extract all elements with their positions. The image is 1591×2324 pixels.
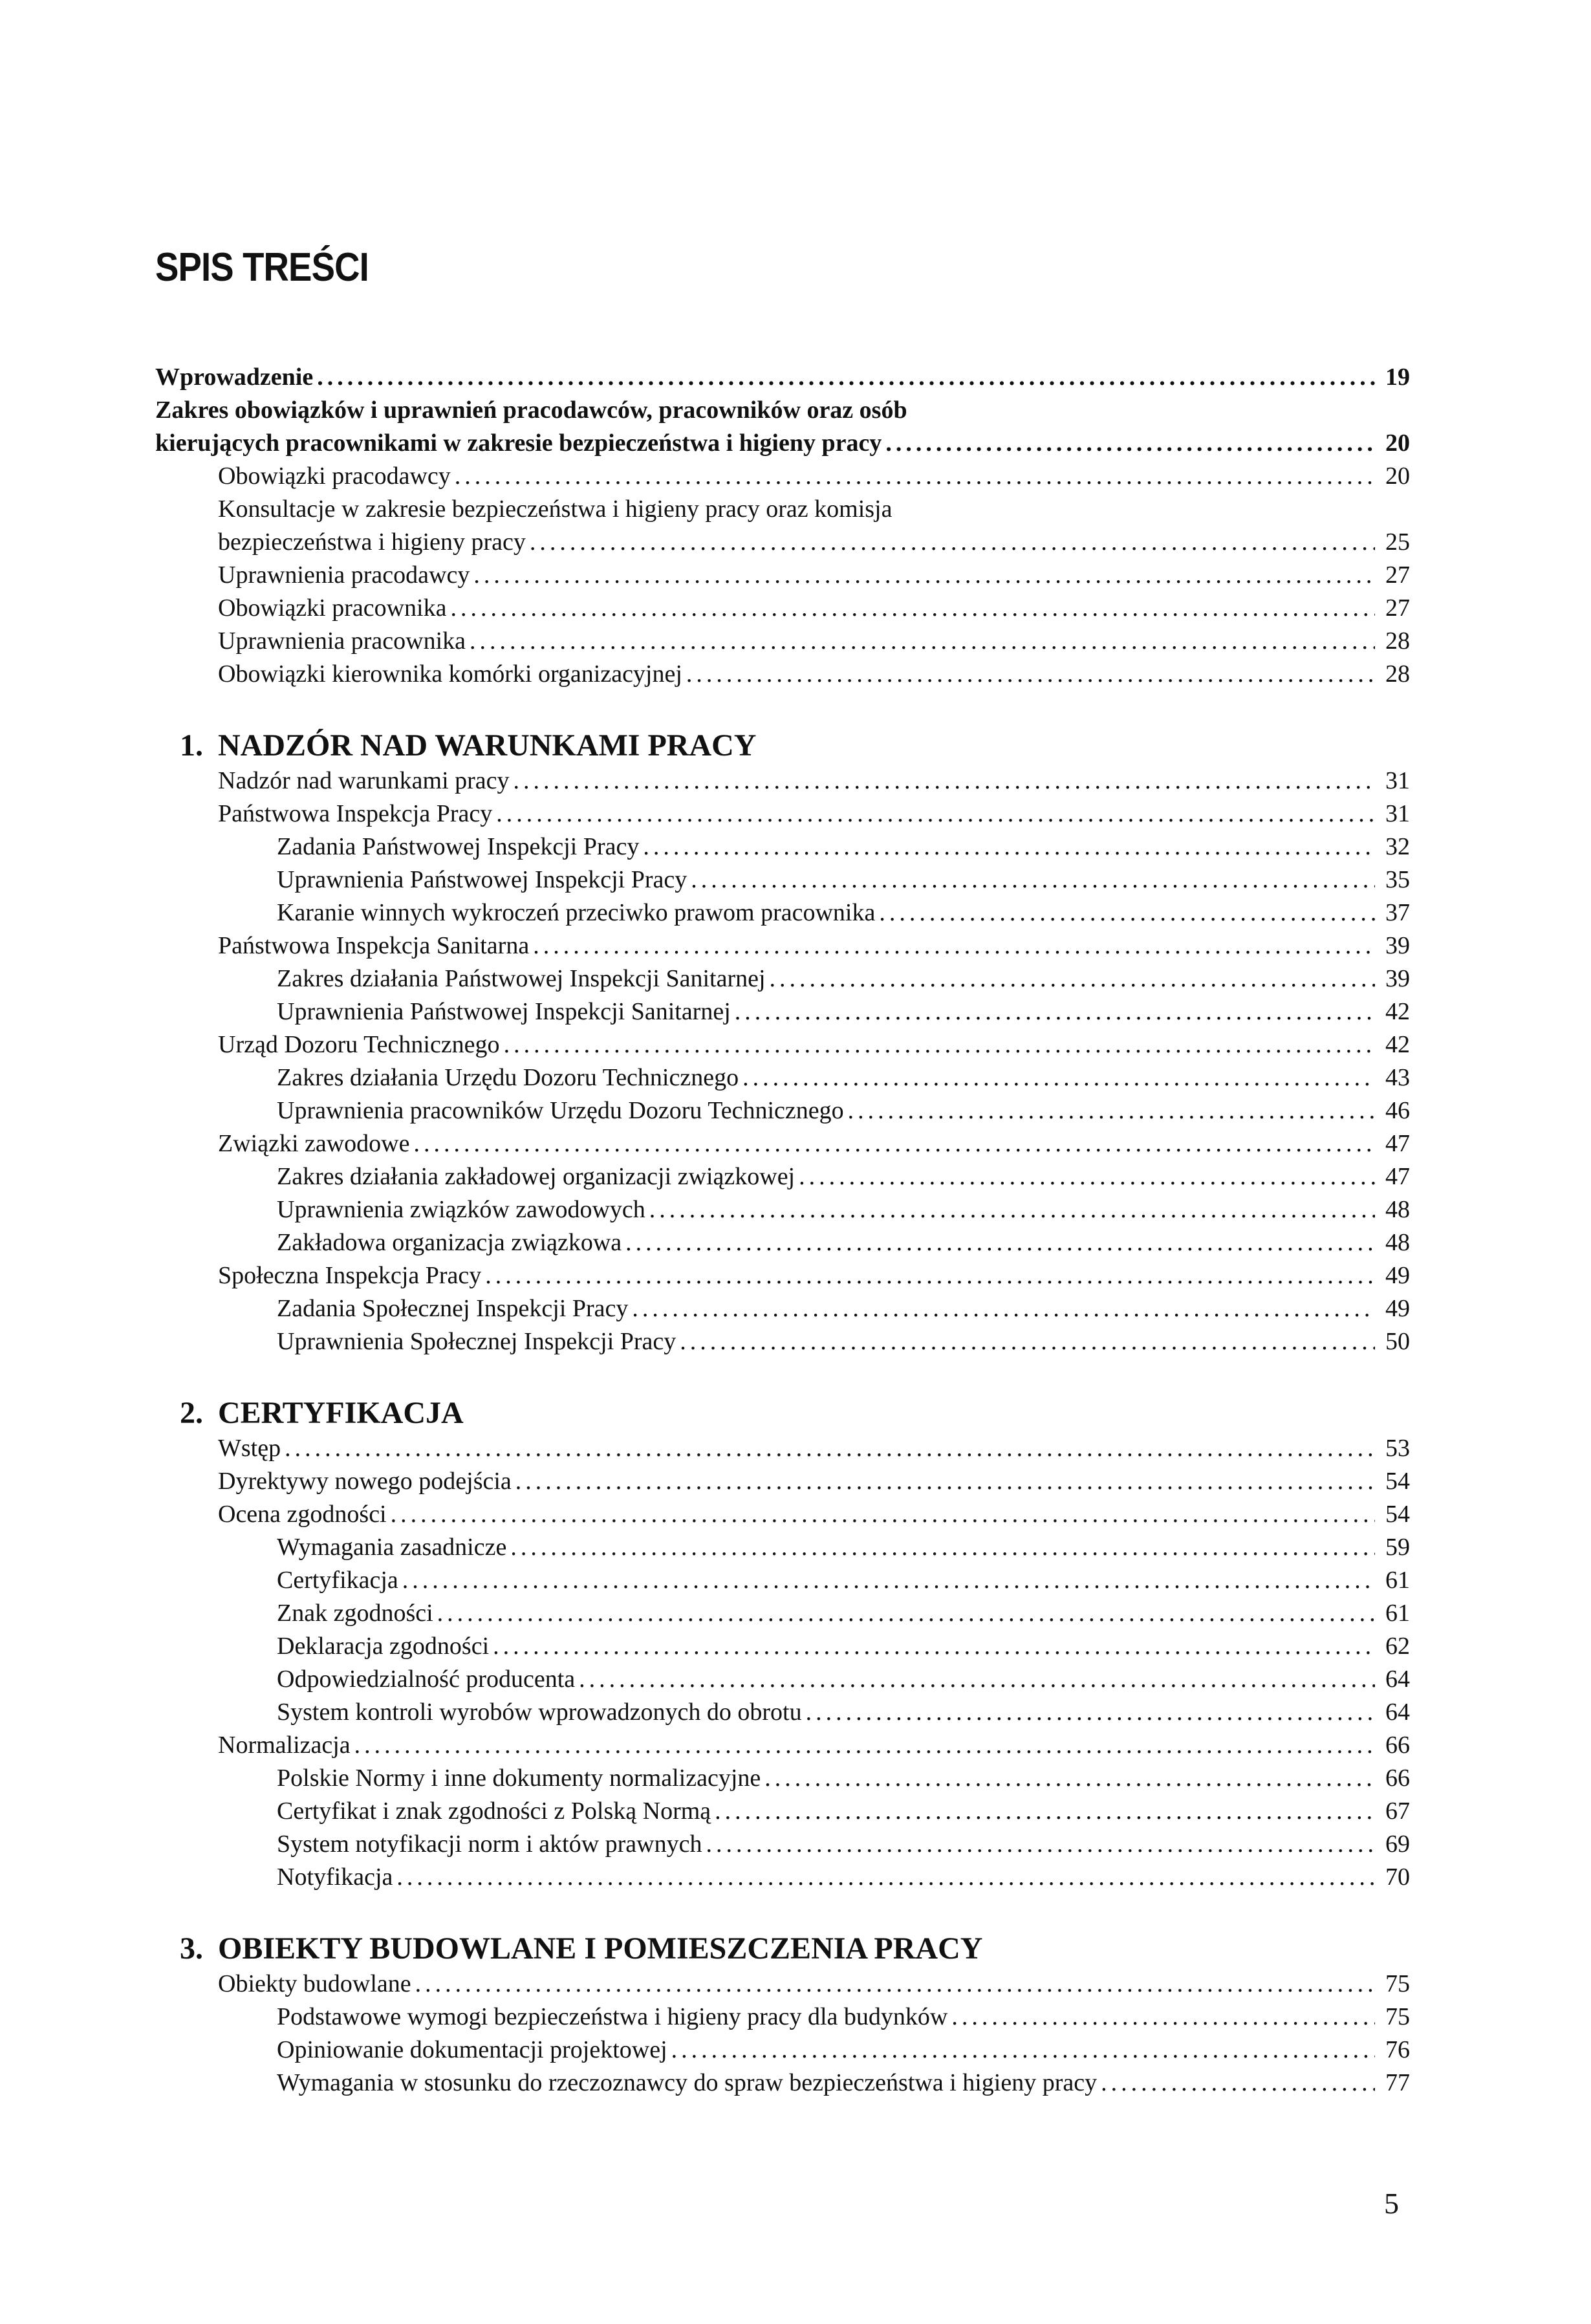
toc-entry[interactable]	[155, 427, 1410, 460]
dot-leader	[354, 1729, 1375, 1762]
dot-leader	[455, 460, 1375, 493]
toc-entry[interactable]	[155, 1465, 1410, 1498]
dot-leader	[715, 1795, 1375, 1828]
dot-leader	[1101, 2067, 1375, 2100]
toc-entry-page: 28	[1385, 627, 1410, 655]
dot-leader	[493, 1630, 1375, 1663]
dot-leader	[680, 1325, 1375, 1358]
dot-leader	[504, 1028, 1375, 1061]
dot-leader	[391, 1498, 1375, 1531]
toc-entry-page: 35	[1385, 866, 1410, 893]
dot-leader	[625, 1226, 1375, 1259]
toc-entry[interactable]	[155, 592, 1410, 625]
toc-entry-label: Zakres działania Urzędu Dozoru Technicznego	[277, 1064, 739, 1091]
dot-leader	[735, 995, 1375, 1028]
toc-entry-label: Certyfikat i znak zgodności z Polską Normą	[277, 1797, 711, 1825]
toc-entry[interactable]	[155, 1762, 1410, 1795]
toc-entry[interactable]	[155, 962, 1410, 995]
toc-entry-label: Obowiązki pracownika	[218, 594, 447, 622]
toc-entry-label: Wymagania zasadnicze	[277, 1534, 507, 1561]
dot-leader	[691, 863, 1375, 896]
toc-entry-page: 37	[1385, 899, 1410, 926]
toc-entry-page: 75	[1385, 1970, 1410, 1997]
toc-entry-label: Uprawnienia Społecznej Inspekcji Pracy	[277, 1328, 676, 1355]
toc-entry-label: Dyrektywy nowego podejścia	[218, 1468, 512, 1495]
toc-entry-page: 20	[1385, 462, 1410, 490]
dot-leader	[951, 2001, 1375, 2034]
toc-entry[interactable]	[155, 1226, 1410, 1259]
toc-entry-label: Społeczna Inspekcja Pracy	[218, 1262, 482, 1289]
toc-entry-page: 69	[1385, 1830, 1410, 1858]
toc-entry-label: Obiekty budowlane	[218, 1970, 411, 1997]
chapter-number: 1.	[180, 728, 203, 763]
toc-entry-page: 39	[1385, 932, 1410, 959]
table-of-contents	[155, 361, 1410, 2100]
dot-leader	[530, 526, 1375, 559]
toc-entry-label: Państwowa Inspekcja Sanitarna	[218, 932, 530, 959]
toc-entry[interactable]	[155, 1028, 1410, 1061]
chapter-heading[interactable]	[155, 1930, 1410, 1968]
toc-entry[interactable]	[155, 493, 1410, 526]
toc-entry[interactable]	[155, 1968, 1410, 2001]
toc-entry-page: 42	[1385, 1031, 1410, 1058]
dot-leader	[799, 1160, 1375, 1193]
toc-entry-page: 39	[1385, 965, 1410, 992]
toc-entry-page: 31	[1385, 800, 1410, 827]
toc-entry-label: Państwowa Inspekcja Pracy	[218, 800, 493, 827]
toc-entry-page: 31	[1385, 767, 1410, 794]
toc-entry-page: 47	[1385, 1163, 1410, 1190]
dot-leader	[848, 1094, 1375, 1127]
toc-entry-label: Związki zawodowe	[218, 1130, 410, 1157]
toc-entry-page: 42	[1385, 998, 1410, 1025]
toc-entry-page: 25	[1385, 528, 1410, 556]
toc-entry-page: 53	[1385, 1435, 1410, 1462]
dot-leader	[879, 896, 1375, 929]
toc-entry-page: 28	[1385, 660, 1410, 688]
toc-entry[interactable]	[155, 1127, 1410, 1160]
dot-leader	[770, 962, 1375, 995]
toc-entry-page: 70	[1385, 1863, 1410, 1891]
toc-entry-label: System notyfikacji norm i aktów prawnych	[277, 1830, 702, 1858]
dot-leader	[686, 658, 1375, 691]
toc-entry[interactable]	[155, 2001, 1410, 2034]
toc-entry-page: 50	[1385, 1328, 1410, 1355]
toc-entry[interactable]	[155, 2067, 1410, 2100]
chapter-title: OBIEKTY BUDOWLANE I POMIESZCZENIA PRACY	[218, 1931, 983, 1966]
dot-leader	[414, 1127, 1376, 1160]
toc-entry-page: 32	[1385, 833, 1410, 860]
toc-entry-page: 64	[1385, 1666, 1410, 1693]
toc-entry[interactable]	[155, 765, 1410, 798]
toc-entry-page: 66	[1385, 1765, 1410, 1792]
toc-entry[interactable]	[155, 1094, 1410, 1127]
toc-entry-label: Zakładowa organizacja związkowa	[277, 1229, 622, 1256]
toc-entry-page: 54	[1385, 1501, 1410, 1528]
toc-entry[interactable]	[155, 1861, 1410, 1894]
dot-leader	[485, 1259, 1375, 1292]
dot-leader	[632, 1292, 1375, 1325]
toc-entry-label: Uprawnienia Państwowej Inspekcji Sanitarnej	[277, 998, 731, 1025]
toc-entry[interactable]	[155, 1795, 1410, 1828]
toc-entry[interactable]	[155, 1292, 1410, 1325]
dot-leader	[285, 1432, 1375, 1465]
toc-entry[interactable]	[155, 2034, 1410, 2067]
toc-entry-label: Uprawnienia Państwowej Inspekcji Pracy	[277, 866, 687, 893]
toc-entry-label: Zadania Państwowej Inspekcji Pracy	[277, 833, 640, 860]
toc-entry-page: 49	[1385, 1295, 1410, 1322]
toc-entry-label: Zakres obowiązków i uprawnień pracodawców, pracowników oraz osób	[155, 396, 907, 424]
dot-leader	[451, 592, 1376, 625]
toc-entry-label: Uprawnienia związków zawodowych	[277, 1196, 645, 1223]
toc-entry-label: Deklaracja zgodności	[277, 1633, 490, 1660]
toc-entry[interactable]	[155, 1498, 1410, 1531]
toc-entry-page: 27	[1385, 561, 1410, 589]
dot-leader	[510, 1531, 1375, 1564]
toc-entry[interactable]	[155, 1564, 1410, 1597]
dot-leader	[515, 1465, 1375, 1498]
toc-entry-label: Konsultacje w zakresie bezpieczeństwa i higieny pracy oraz komisja	[218, 495, 893, 523]
toc-entry[interactable]	[155, 1160, 1410, 1193]
dot-leader	[649, 1193, 1375, 1226]
toc-entry-label: Ocena zgodności	[218, 1501, 387, 1528]
toc-entry-label: Polskie Normy i inne dokumenty normalizacyjne	[277, 1765, 761, 1792]
dot-leader	[533, 929, 1375, 962]
toc-entry-page: 75	[1385, 2003, 1410, 2030]
toc-entry[interactable]	[155, 1597, 1410, 1630]
toc-entry[interactable]	[155, 929, 1410, 962]
toc-entry-label: Obowiązki kierownika komórki organizacyjnej	[218, 660, 682, 688]
dot-leader	[742, 1061, 1375, 1094]
toc-entry[interactable]	[155, 526, 1410, 559]
toc-entry[interactable]	[155, 1193, 1410, 1226]
toc-entry-label: Normalizacja	[218, 1732, 351, 1759]
toc-entry-label: Zadania Społecznej Inspekcji Pracy	[277, 1295, 629, 1322]
toc-entry-page: 27	[1385, 594, 1410, 622]
toc-entry[interactable]	[155, 1828, 1410, 1861]
dot-leader	[415, 1968, 1375, 2001]
toc-entry[interactable]	[155, 896, 1410, 929]
dot-leader	[514, 765, 1375, 798]
toc-entry[interactable]	[155, 1432, 1410, 1465]
toc-entry[interactable]	[155, 460, 1410, 493]
toc-entry-label: Zakres działania zakładowej organizacji związkowej	[277, 1163, 796, 1190]
dot-leader	[706, 1828, 1376, 1861]
toc-entry-page: 64	[1385, 1699, 1410, 1726]
toc-entry-page: 77	[1385, 2069, 1410, 2096]
chapter-title: NADZÓR NAD WARUNKAMI PRACY	[218, 728, 757, 763]
toc-entry-page: 62	[1385, 1633, 1410, 1660]
toc-entry-label: System kontroli wyrobów wprowadzonych do obrotu	[277, 1699, 802, 1726]
toc-entry[interactable]	[155, 1630, 1410, 1663]
toc-entry-label: Zakres działania Państwowej Inspekcji Sanitarnej	[277, 965, 766, 992]
toc-entry-page: 48	[1385, 1196, 1410, 1223]
dot-leader	[496, 798, 1375, 831]
toc-entry-page: 66	[1385, 1732, 1410, 1759]
toc-entry[interactable]	[155, 1259, 1410, 1292]
toc-entry-page: 46	[1385, 1097, 1410, 1124]
toc-entry[interactable]	[155, 1325, 1410, 1358]
toc-entry[interactable]	[155, 394, 1410, 427]
toc-entry-label: Urząd Dozoru Technicznego	[218, 1031, 500, 1058]
dot-leader	[437, 1597, 1375, 1630]
chapter-number: 2.	[180, 1396, 203, 1430]
dot-leader	[764, 1762, 1375, 1795]
toc-entry-label: kierujących pracownikami w zakresie bezpieczeństwa i higieny pracy	[155, 429, 882, 457]
toc-entry-label: Odpowiedzialność producenta	[277, 1666, 576, 1693]
toc-entry-label: Uprawnienia pracowników Urzędu Dozoru Technicznego	[277, 1097, 844, 1124]
toc-entry[interactable]	[155, 863, 1410, 896]
toc-entry-label: bezpieczeństwa i higieny pracy	[218, 528, 526, 556]
dot-leader	[473, 559, 1375, 592]
toc-entry[interactable]	[155, 1696, 1410, 1729]
chapter-title: CERTYFIKACJA	[218, 1396, 464, 1430]
toc-entry-label: Uprawnienia pracownika	[218, 627, 466, 655]
toc-entry-label: Uprawnienia pracodawcy	[218, 561, 470, 589]
chapter-number: 3.	[180, 1931, 203, 1966]
toc-entry[interactable]	[155, 658, 1410, 691]
toc-entry[interactable]	[155, 831, 1410, 863]
toc-entry[interactable]	[155, 559, 1410, 592]
toc-entry-page: 47	[1385, 1130, 1410, 1157]
dot-leader	[402, 1564, 1375, 1597]
toc-entry[interactable]	[155, 361, 1410, 394]
toc-entry[interactable]	[155, 1663, 1410, 1696]
toc-entry-label: Notyfikacja	[277, 1863, 393, 1891]
toc-entry-page: 59	[1385, 1534, 1410, 1561]
toc-entry[interactable]	[155, 1729, 1410, 1762]
toc-entry-label: Podstawowe wymogi bezpieczeństwa i higieny pracy dla budynków	[277, 2003, 948, 2030]
dot-leader	[470, 625, 1375, 658]
toc-entry-page: 61	[1385, 1600, 1410, 1627]
dot-leader	[317, 361, 1375, 394]
toc-entry-label: Opiniowanie dokumentacji projektowej	[277, 2036, 667, 2063]
toc-entry-page: 48	[1385, 1229, 1410, 1256]
dot-leader	[579, 1663, 1375, 1696]
toc-entry-label: Nadzór nad warunkami pracy	[218, 767, 510, 794]
chapter-heading[interactable]	[155, 727, 1410, 765]
chapter-heading[interactable]	[155, 1395, 1410, 1432]
toc-entry-label: Wprowadzenie	[155, 364, 314, 391]
toc-entry-label: Karanie winnych wykroczeń przeciwko prawom pracownika	[277, 899, 876, 926]
toc-entry-label: Obowiązki pracodawcy	[218, 462, 451, 490]
dot-leader	[643, 831, 1375, 863]
toc-entry-page: 54	[1385, 1468, 1410, 1495]
dot-leader	[671, 2034, 1375, 2067]
page-title: SPIS TREŚCI	[155, 245, 369, 290]
toc-entry[interactable]	[155, 995, 1410, 1028]
toc-entry-page: 61	[1385, 1567, 1410, 1594]
toc-entry-page: 67	[1385, 1797, 1410, 1825]
toc-entry-page: 19	[1385, 364, 1410, 391]
dot-leader	[885, 427, 1375, 460]
dot-leader	[806, 1696, 1375, 1729]
toc-entry-label: Certyfikacja	[277, 1567, 398, 1594]
toc-entry[interactable]	[155, 798, 1410, 831]
toc-entry-page: 76	[1385, 2036, 1410, 2063]
page-number: 5	[1384, 2187, 1399, 2220]
toc-entry[interactable]	[155, 625, 1410, 658]
toc-entry[interactable]	[155, 1531, 1410, 1564]
toc-entry-page: 43	[1385, 1064, 1410, 1091]
toc-entry-label: Wstęp	[218, 1435, 281, 1462]
toc-entry[interactable]	[155, 1061, 1410, 1094]
toc-entry-label: Wymagania w stosunku do rzeczoznawcy do spraw bezpieczeństwa i higieny pracy	[277, 2069, 1098, 2096]
toc-entry-label: Znak zgodności	[277, 1600, 433, 1627]
toc-entry-page: 20	[1385, 429, 1410, 457]
dot-leader	[396, 1861, 1375, 1894]
toc-entry-page: 49	[1385, 1262, 1410, 1289]
